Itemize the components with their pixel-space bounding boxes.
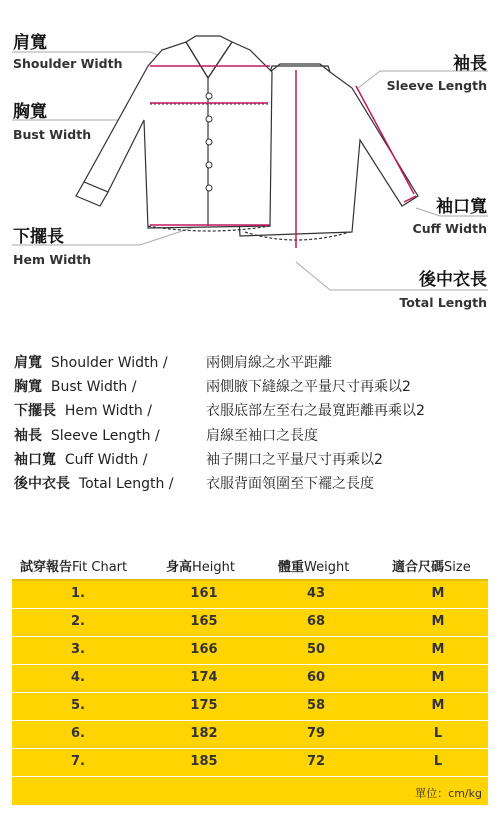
cell-weight: 60 [306, 670, 326, 685]
table-row [12, 608, 488, 637]
definition-desc: 衣服底部左至右之最寬距離再乘以2 [206, 403, 425, 420]
cell-height: 182 [190, 726, 218, 741]
table-row [12, 580, 488, 609]
cell-weight: 43 [306, 586, 326, 601]
cell-size: M [431, 670, 445, 685]
definition-term-zh: 袖長 [14, 427, 42, 444]
definition-desc: 兩側腋下縫線之平量尺寸再乘以2 [206, 379, 411, 396]
cell-weight: 58 [306, 698, 326, 713]
total-label-en: Total Length [399, 295, 487, 310]
total-label-zh: 後中衣長 [419, 270, 487, 290]
hem-label-en: Hem Width [13, 252, 92, 267]
definition-term-en: Cuff Width / [64, 451, 148, 468]
cell-index: 4. [71, 670, 85, 685]
cell-index: 7. [71, 754, 85, 769]
definition-term-en: Bust Width / [50, 379, 137, 396]
definition-row [14, 424, 494, 448]
definition-desc: 袖子開口之平量尺寸再乘以2 [206, 451, 383, 468]
cell-weight: 79 [306, 726, 326, 741]
bust-label-zh: 胸寬 [13, 102, 47, 122]
cell-size: M [431, 614, 445, 629]
cell-weight: 50 [306, 642, 326, 657]
definition-row [14, 448, 494, 472]
definition-desc: 衣服背面領圍至下襬之長度 [206, 476, 374, 493]
table-row [12, 720, 488, 749]
cell-index: 1. [71, 586, 85, 601]
shoulder-label-zh: 肩寬 [13, 33, 47, 53]
shoulder-label-en: Shoulder Width [13, 56, 123, 71]
cuff-label-en: Cuff Width [412, 221, 487, 236]
cell-height: 166 [190, 642, 218, 657]
fit-chart-table [12, 549, 488, 805]
table-header [12, 549, 488, 581]
definition-term-zh: 後中衣長 [14, 476, 70, 493]
table-row [12, 748, 488, 777]
definition-term-zh: 胸寬 [14, 379, 42, 396]
table-row [12, 636, 488, 665]
cell-height: 165 [190, 614, 218, 629]
cell-index: 5. [71, 698, 85, 713]
bust-label-en: Bust Width [13, 127, 92, 142]
cell-size: L [433, 726, 443, 741]
definition-term-en: Sleeve Length / [50, 427, 160, 444]
table-row [12, 664, 488, 693]
header-height: 身高Height [166, 560, 235, 575]
header-size: 適合尺碼Size [392, 560, 471, 575]
definition-term-en: Total Length / [78, 476, 174, 493]
cell-size: M [431, 642, 445, 657]
definition-row [14, 351, 494, 375]
definition-term-en: Hem Width / [64, 403, 152, 420]
hem-label-zh: 下擺長 [13, 227, 64, 247]
header-weight: 體重Weight [278, 560, 350, 575]
definition-term-zh: 下擺長 [14, 403, 56, 420]
cell-height: 161 [190, 586, 218, 601]
cell-height: 185 [190, 754, 218, 769]
definition-desc: 肩線至袖口之長度 [206, 427, 318, 444]
cell-size: L [433, 754, 443, 769]
header-fit-chart: 試穿報告Fit Chart [20, 560, 128, 575]
cuff-label-zh: 袖口寬 [436, 197, 487, 217]
cell-weight: 68 [306, 614, 326, 629]
measurement-definitions [14, 351, 494, 496]
definition-term-zh: 袖口寬 [14, 451, 56, 468]
cell-weight: 72 [306, 754, 326, 769]
definition-row [14, 472, 494, 496]
table-row [12, 692, 488, 721]
cell-index: 3. [71, 642, 85, 657]
definition-desc: 兩側肩線之水平距離 [206, 355, 332, 371]
sleeve-label-zh: 袖長 [453, 54, 487, 74]
cell-size: M [431, 586, 445, 601]
sleeve-label-en: Sleeve Length [386, 78, 487, 93]
cell-size: M [431, 698, 445, 713]
definition-row [14, 375, 494, 399]
cell-index: 2. [71, 614, 85, 629]
definition-term-en: Shoulder Width / [50, 355, 168, 371]
cell-height: 174 [190, 670, 218, 685]
unit-note: 單位：cm/kg [415, 787, 482, 800]
cell-index: 6. [71, 726, 85, 741]
cell-height: 175 [190, 698, 218, 713]
definition-row [14, 399, 494, 423]
definition-term-zh: 肩寬 [14, 355, 42, 371]
